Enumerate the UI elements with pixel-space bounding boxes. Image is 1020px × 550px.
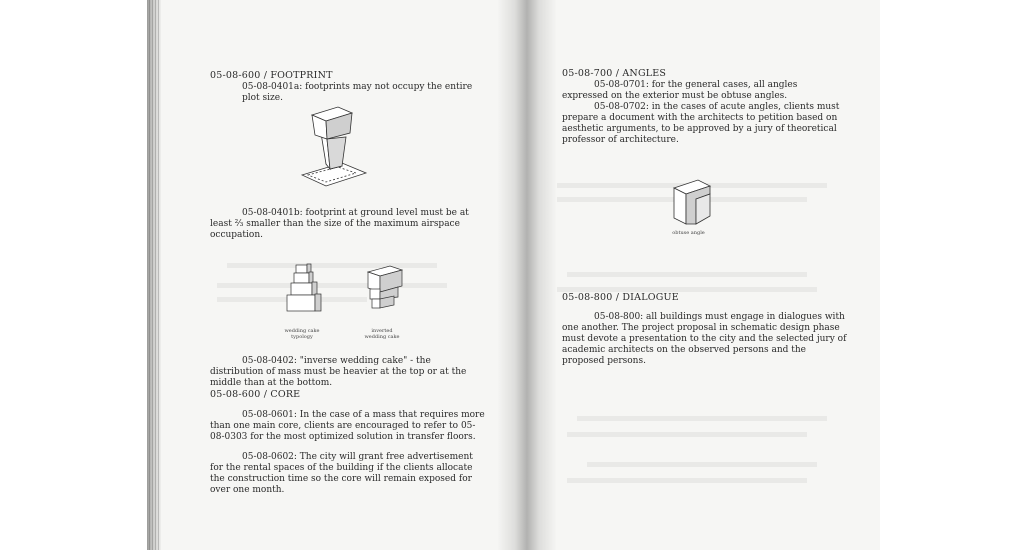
rule-0601: 05-08-0601: In the case of a mass that requires more than one main core, clients are encouraged to refer to 05-08-0303 for the most optimized solution in transfer floors.	[210, 410, 485, 442]
inverted-wedding-cake-label: inverted wedding cake	[364, 328, 400, 340]
dialogue-heading: 05-08-800 / DIALOGUE	[562, 292, 679, 303]
footprint-heading: 05-08-600 / FOOTPRINT	[210, 70, 333, 81]
wedding-cake-diagram	[285, 262, 325, 327]
footprint-diagram	[302, 103, 372, 188]
rule-0800: 05-08-800: all buildings must engage in dialogues with one another. The project proposal in schematic design phase must devote a presentation to the city and the selected jury of academic architects on the observed persons and the proposed persons.	[562, 312, 847, 366]
rule-0401b: 05-08-0401b: footprint at ground level must be at least ⅔ smaller than the size of the maximum airspace occupation.	[210, 208, 469, 240]
book-gutter-shadow	[497, 0, 557, 550]
rule-0602: 05-08-0602: The city will grant free advertisement for the rental spaces of the building if the clients allocate the construction time so the core will remain exposed for over one month.	[210, 452, 473, 495]
rule-0402: 05-08-0402: "inverse wedding cake" - the distribution of mass must be heavier at the top or at the middle than at the bottom.	[210, 356, 467, 388]
core-heading: 05-08-600 / CORE	[210, 389, 301, 400]
page-edge-lines	[149, 0, 159, 550]
rule-0701: 05-08-0701: for the general cases, all angles expressed on the exterior must be obtuse angles.	[562, 80, 798, 101]
obtuse-angle-diagram	[670, 178, 715, 230]
wedding-cake-label: wedding cake typology	[284, 328, 320, 340]
angles-heading: 05-08-700 / ANGLES	[562, 68, 667, 79]
inverted-wedding-cake-diagram	[362, 262, 407, 327]
obtuse-angle-label: obtuse angle	[672, 230, 705, 236]
rule-0401a: 05-08-0401a: footprints may not occupy the entire plot size.	[242, 82, 473, 103]
rule-0702: 05-08-0702: in the cases of acute angles, clients must prepare a document with the architects to petition based on aesthetic arguments, to be approved by a jury of theoretical professor of architecture.	[562, 102, 840, 145]
